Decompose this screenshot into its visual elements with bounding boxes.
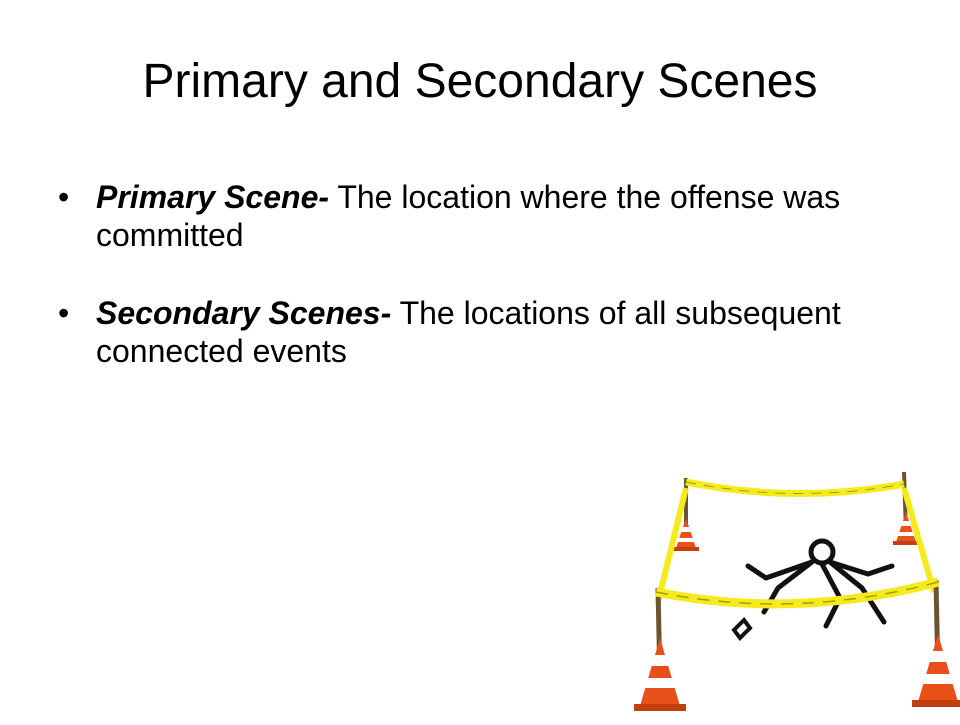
bullet-item-primary-scene: [58, 178, 898, 254]
small-outline: [734, 620, 750, 638]
body-outline: [748, 541, 892, 626]
back-tape: [686, 482, 904, 494]
crime-scene-tape-with-cones-and-body-outline-icon: [616, 470, 960, 720]
bullet-term: Primary Scene-: [96, 179, 330, 215]
front-tape: [656, 582, 938, 604]
front-right-cone: [912, 634, 960, 707]
slide-title: Primary and Secondary Scenes: [142, 55, 818, 108]
bullet-item-secondary-scenes: [58, 294, 898, 370]
bullet-dot: •: [58, 179, 70, 215]
front-left-cone: [634, 638, 686, 711]
bullet-text: The locations of all subsequent connected events: [96, 295, 841, 369]
bullet-text: The location where the offense was committed: [96, 179, 841, 253]
bullet-list: [58, 178, 898, 410]
bullet-dot: •: [58, 295, 70, 331]
bullet-term: Secondary Scenes-: [96, 295, 392, 331]
